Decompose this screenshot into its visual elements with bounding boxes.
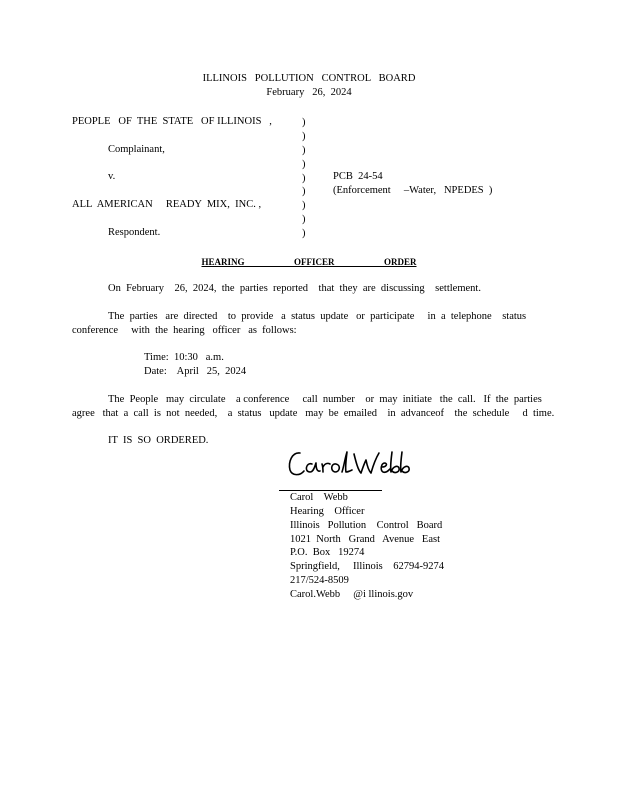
paragraph-conference-line1: The People may circulate a conference call number or may initiate the call. If the parties: [108, 394, 542, 405]
signer-name: Carol Webb: [290, 492, 348, 503]
paren: ): [302, 144, 306, 156]
address-street: 1021 North Grand Avenue East: [290, 534, 440, 545]
paren: ): [302, 228, 306, 240]
signer-email: Carol.Webb @i llinois.gov: [290, 589, 414, 600]
paren: ): [302, 214, 306, 226]
conference-date: Date: April 25, 2024: [144, 366, 247, 377]
respondent-label: Respondent.: [108, 227, 161, 238]
signature-line: [279, 490, 382, 491]
paren: ): [302, 200, 306, 212]
paren: ): [302, 130, 306, 142]
signer-title: Hearing Officer: [290, 506, 365, 517]
conference-time: Time: 10:30 a.m.: [144, 352, 224, 363]
so-ordered: IT IS SO ORDERED.: [108, 435, 209, 446]
respondent-name: ALL AMERICAN READY MIX, INC. ,: [72, 199, 262, 210]
signer-phone: 217/524-8509: [290, 575, 349, 586]
signer-organization: Illinois Pollution Control Board: [290, 520, 443, 531]
order-title: HEARING OFFICER ORDER: [201, 257, 417, 267]
paragraph-conference-line2: agree that a call is not needed, a status update may be emailed in advanceof the schedule d time.: [72, 408, 555, 419]
header-date: February 26, 2024: [266, 87, 352, 98]
complainant-name: PEOPLE OF THE STATE OF ILLINOIS ,: [72, 116, 272, 127]
signature-image: [286, 448, 416, 482]
paren: ): [302, 186, 306, 198]
paren: ): [302, 158, 306, 170]
paragraph-directive-line1: The parties are directed to provide a status update or participate in a telephone status: [108, 311, 527, 322]
caption-parens: [302, 116, 310, 241]
address-po-box: P.O. Box 19274: [290, 547, 365, 558]
paragraph-settlement: On February 26, 2024, the parties reported that they are discussing settlement.: [108, 283, 481, 294]
address-city: Springfield, Illinois 62794-9274: [290, 561, 444, 572]
board-name: ILLINOIS POLLUTION CONTROL BOARD: [202, 73, 416, 84]
complainant-label: Complainant,: [108, 144, 165, 155]
versus-label: v.: [108, 171, 116, 182]
paren: ): [302, 117, 306, 128]
paragraph-directive-line2: conference with the hearing officer as follows:: [72, 325, 297, 336]
case-type: (Enforcement –Water, NPEDES ): [333, 185, 493, 196]
paren: ): [302, 172, 306, 184]
case-number: PCB 24-54: [333, 171, 383, 182]
